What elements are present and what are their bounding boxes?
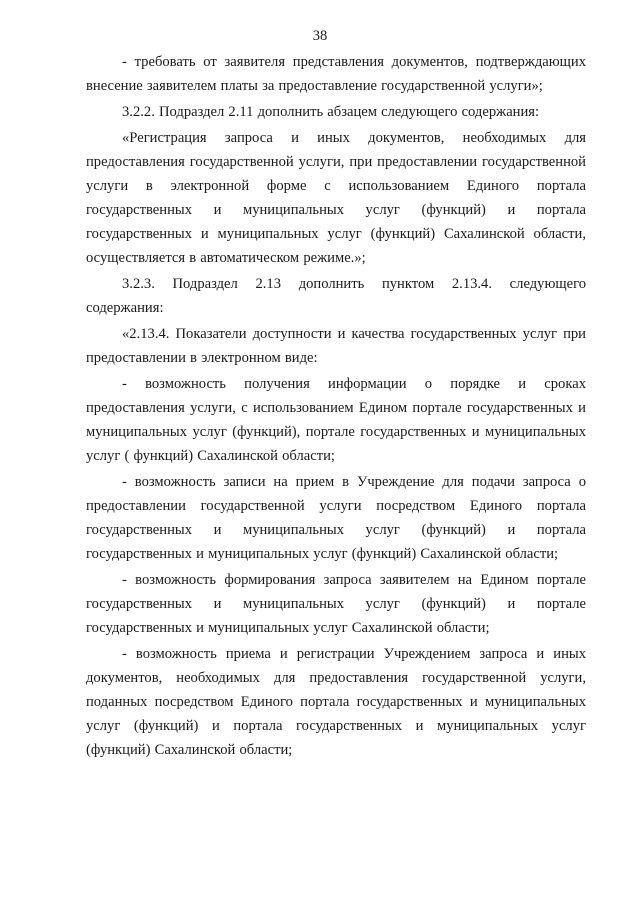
document-body <box>86 50 586 764</box>
page-number: 38 <box>312 28 328 44</box>
paragraph-bullet-registration: - возможность приема и регистрации Учреждением запроса и иных документов, необходимых для предоставления государственной услуги, поданных посредством Единого портала государственных и муниципальных услуг (функций) и портала государственных и муниципальных услуг (функций) Сахалинской области; <box>86 646 586 758</box>
paragraph-bullet-information: - возможность получения информации о порядке и сроках предоставления услуги, с использованием Едином портале государственных и муниципальных услуг (функций), портале государственных и муниципальных услуг ( функций) Сахалинской области; <box>86 376 586 464</box>
paragraph-bullet-request-forming: - возможность формирования запроса заявителем на Едином портале государственных и муниципальных услуг (функций) и портале государственных и муниципальных услуг Сахалинской области; <box>86 572 586 636</box>
paragraph-requirement-payment: - требовать от заявителя представления документов, подтверждающих внесение заявителем платы за предоставление государственной услуги»; <box>86 54 586 94</box>
paragraph-2-13-4: «2.13.4. Показатели доступности и качества государственных услуг при предоставлении в электронном виде: <box>86 326 586 366</box>
paragraph-3-2-2: 3.2.2. Подраздел 2.11 дополнить абзацем следующего содержания: <box>122 104 540 120</box>
paragraph-registration: «Регистрация запроса и иных документов, необходимых для предоставления государственной услуги, при предоставлении государственной услуги в электронной форме с использованием Единого портала государственных и муниципальных услуг (функций) и портала государственных и муниципальных услуг (функций) Сахалинской области, осуществляется в автоматическом режиме.»; <box>86 130 586 266</box>
paragraph-3-2-3: 3.2.3. Подраздел 2.13 дополнить пунктом 2.13.4. следующего содержания: <box>86 276 586 316</box>
paragraph-bullet-appointment: - возможность записи на прием в Учреждение для подачи запроса о предоставлении государственной услуги посредством Единого портала государственных и муниципальных услуг (функций) и портала государственных и муниципальных услуг (функций) Сахалинской области; <box>86 474 586 562</box>
